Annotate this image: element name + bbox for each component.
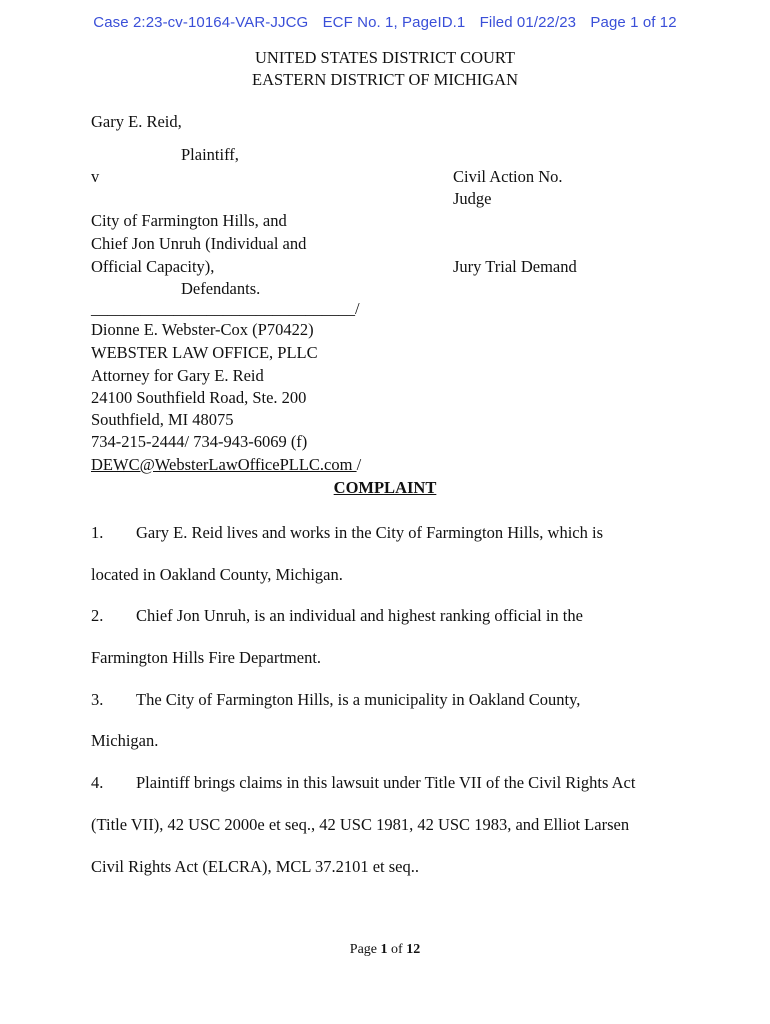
- plaintiff-name: Gary E. Reid,: [91, 112, 182, 131]
- attorney-name: Dionne E. Webster-Cox (P70422): [91, 320, 314, 339]
- attorney-role: Attorney for Gary E. Reid: [91, 366, 264, 385]
- ecf-page-id: ECF No. 1, PageID.1: [322, 14, 466, 31]
- attorney-email-link[interactable]: DEWC@WebsterLawOfficePLLC.com: [91, 455, 357, 474]
- footer-prefix: Page: [349, 942, 381, 957]
- defendant-line-2: Chief Jon Unruh (Individual and: [91, 234, 307, 253]
- judge-label: Judge: [453, 189, 492, 208]
- civil-action-number: Civil Action No.: [453, 167, 563, 186]
- paragraph-1-line-1: Gary E. Reid lives and works in the City of Farmington Hills, which is: [136, 523, 603, 542]
- stamp-page-count: Page 1 of 12: [590, 14, 677, 31]
- email-suffix: /: [356, 455, 362, 474]
- versus: v: [91, 167, 100, 186]
- defendant-line-1: City of Farmington Hills, and: [91, 211, 287, 230]
- paragraph-3-number: 3.: [91, 690, 104, 709]
- footer-total-pages: 12: [406, 942, 421, 957]
- phone-fax: 734-215-2444/ 734-943-6069 (f): [91, 432, 308, 451]
- plaintiff-role: Plaintiff,: [181, 145, 239, 164]
- paragraph-3-line-1: The City of Farmington Hills, is a municipality in Oakland County,: [136, 690, 581, 709]
- defendant-line-3: Official Capacity),: [91, 257, 215, 276]
- paragraph-1-number: 1.: [91, 523, 104, 542]
- court-name-line2: EASTERN DISTRICT OF MICHIGAN: [252, 70, 518, 89]
- court-name-line1: UNITED STATES DISTRICT COURT: [254, 48, 515, 67]
- paragraph-3-line-2: Michigan.: [91, 731, 159, 750]
- paragraph-4-line-1: Plaintiff brings claims in this lawsuit under Title VII of the Civil Rights Act: [136, 773, 636, 792]
- jury-trial-demand: Jury Trial Demand: [453, 257, 577, 276]
- page-footer: [0, 942, 770, 958]
- address-line-2: Southfield, MI 48075: [91, 410, 234, 429]
- caption-rule: ________________________________/: [91, 299, 360, 318]
- filed-date: Filed 01/22/23: [479, 14, 577, 31]
- paragraph-2-line-2: Farmington Hills Fire Department.: [91, 648, 322, 667]
- case-number: Case 2:23-cv-10164-VAR-JJCG: [93, 14, 309, 31]
- paragraph-2-number: 2.: [91, 606, 104, 625]
- footer-current-page: 1: [380, 942, 388, 957]
- complaint-title: COMPLAINT: [333, 478, 437, 497]
- paragraph-4-line-3: Civil Rights Act (ELCRA), MCL 37.2101 et seq..: [91, 857, 420, 876]
- paragraph-4-number: 4.: [91, 773, 104, 792]
- paragraph-1-line-2: located in Oakland County, Michigan.: [91, 565, 343, 584]
- attorney-email-line: [91, 455, 361, 475]
- footer-of: of: [387, 942, 407, 957]
- address-line-1: 24100 Southfield Road, Ste. 200: [91, 388, 307, 407]
- paragraph-4-line-2: (Title VII), 42 USC 2000e et seq., 42 USC 1981, 42 USC 1983, and Elliot Larsen: [91, 815, 630, 834]
- law-firm-name: WEBSTER LAW OFFICE, PLLC: [91, 343, 318, 362]
- defendant-role: Defendants.: [181, 279, 261, 298]
- ecf-header-stamp: [0, 14, 770, 31]
- paragraph-2-line-1: Chief Jon Unruh, is an individual and highest ranking official in the: [136, 606, 583, 625]
